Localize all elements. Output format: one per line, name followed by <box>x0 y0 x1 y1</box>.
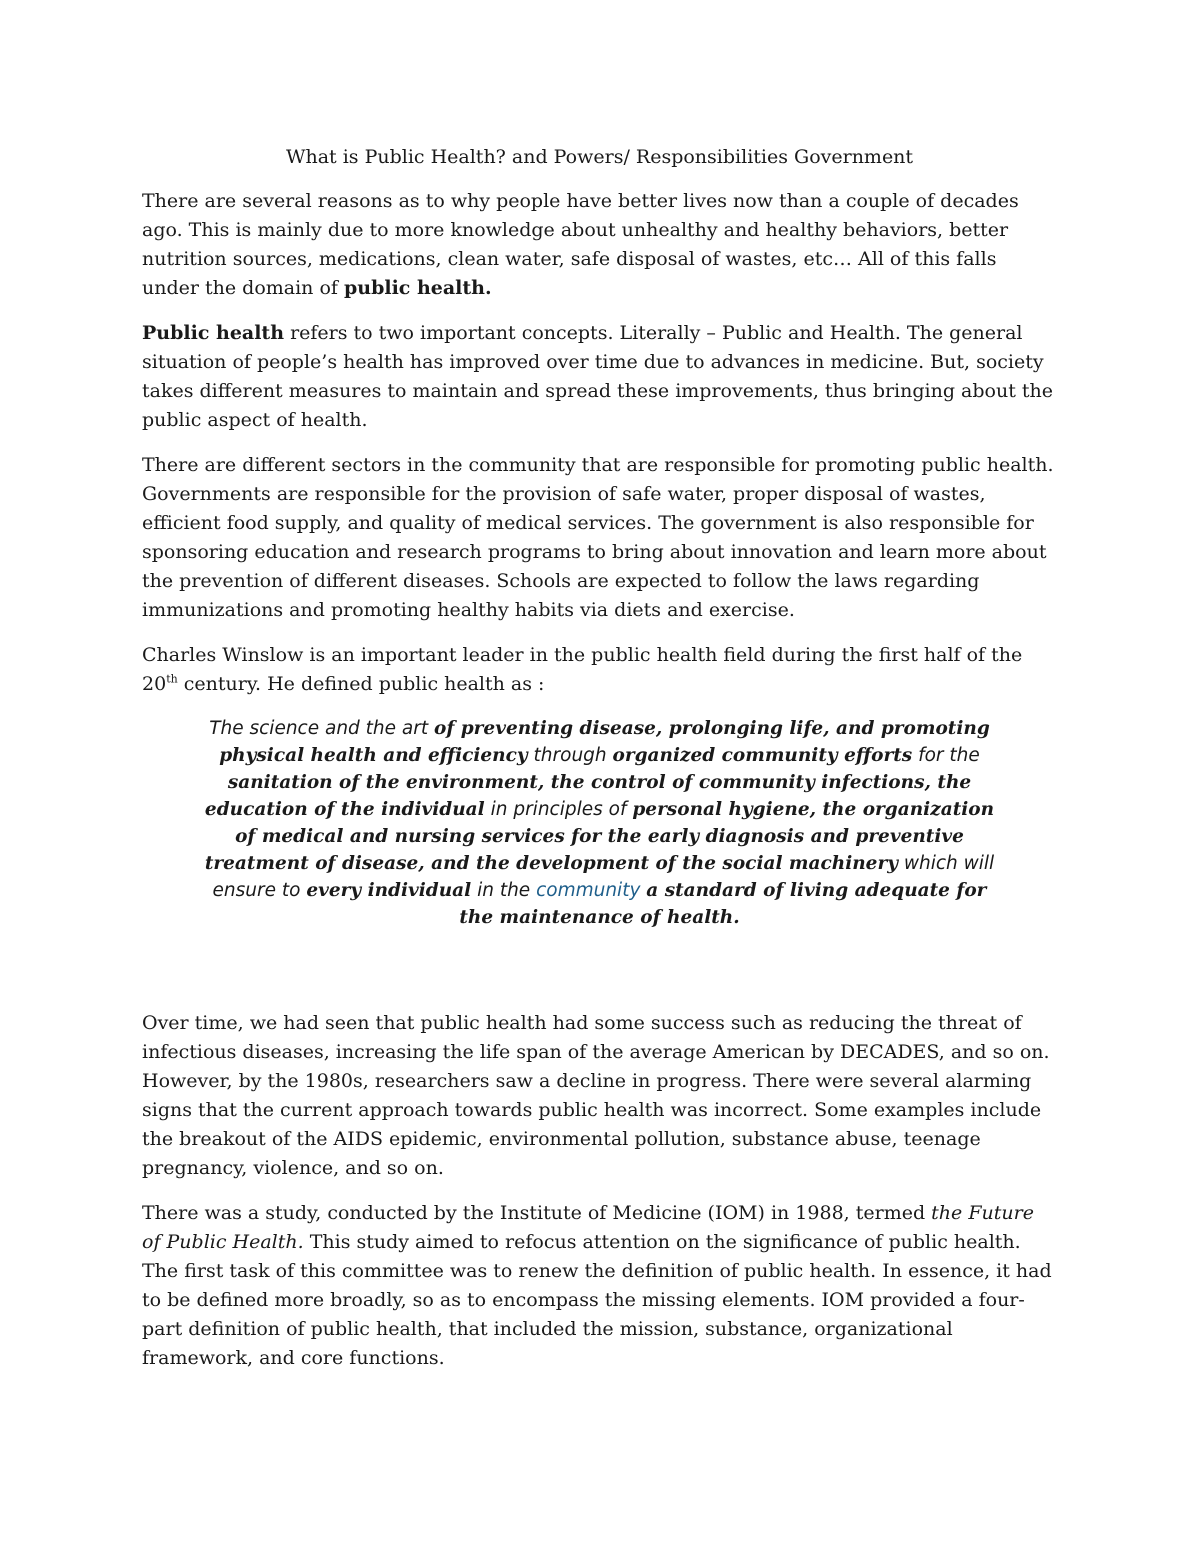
paragraph-intro-bold: public health. <box>343 277 492 299</box>
community-link[interactable]: community <box>536 880 641 901</box>
paragraph-intro-text: There are several reasons as to why people have better lives now than a couple of decades ago. This is mainly due to more knowledge about unhealthy and healthy behaviors, better nutrition sources, medications, clean water, safe disposal of wastes, etc… All of this falls under the domain of <box>142 190 1019 299</box>
paragraph-intro <box>142 187 1057 303</box>
paragraph-iom-text-after: This study aimed to refocus attention on the significance of public health. The first task of this committee was to renew the definition of public health. In essence, it had to be defined more broadly, so as to encompass the missing elements. IOM provided a four-part definition of public health, that included the mission, substance, organizational framework, and core functions. <box>142 1231 1052 1369</box>
quote-part-11: in the <box>471 880 537 901</box>
paragraph-iom-text-before: There was a study, conducted by the Institute of Medicine (IOM) in 1988, termed <box>142 1202 932 1224</box>
quote-part-7: in principles of <box>484 799 633 820</box>
paragraph-iom-italic: the Future of Public Health. <box>142 1202 1034 1253</box>
paragraph-winslow-text-before: Charles Winslow is an important leader in the public health field during the first half of the 20 <box>142 644 1023 695</box>
paragraph-sectors: There are different sectors in the community that are responsible for promoting public health. Governments are responsible for the provision of safe water, proper disposal of wastes, efficient food supply, and quality of medical services. The government is also responsible for sponsoring education and research programs to bring about innovation and learn more about the prevention of different diseases. Schools are expected to follow the laws regarding immunizations and promoting healthy habits via diets and exercise. <box>142 454 1054 621</box>
quote-part-10: every individual <box>306 880 472 901</box>
paragraph-iom-study <box>142 1199 1057 1373</box>
superscript-th: th <box>166 672 178 686</box>
quote-part-14: a standard of living adequate for the maintenance of health. <box>459 880 987 928</box>
winslow-quote <box>142 715 1057 931</box>
quote-part-9: which will ensure to <box>212 853 995 901</box>
quote-part-5: for the <box>912 745 980 766</box>
paragraph-decline: Over time, we had seen that public health had some success such as reducing the threat of infectious diseases, increasing the life span of the average American by DECADES, and so on. However, by the 1980s, researchers saw a decline in progress. There were several alarming signs that the current approach towards public health was incorrect. Some examples include the breakout of the AIDS epidemic, environmental pollution, substance abuse, teenage pregnancy, violence, and so on. <box>142 1012 1050 1179</box>
paragraph-definition-text: refers to two important concepts. Literally – Public and Health. The general situation of people’s health has improved over time due to advances in medicine. But, society takes different measures to maintain and spread these improvements, thus bringing about the public aspect of health. <box>142 322 1054 431</box>
quote-part-1: The science and the art <box>209 718 434 739</box>
paragraph-winslow-text-after: century. He defined public health as : <box>177 673 545 695</box>
quote-part-8: personal hygiene, the organization of medical and nursing services for the early diagnosis and preventive treatment of disease, and the development of the social machinery <box>204 799 995 874</box>
spacer <box>142 931 1057 1009</box>
document-title: What is Public Health? and Powers/ Responsibilities Government <box>285 146 914 168</box>
document-page <box>142 143 1057 1389</box>
quote-part-2: of preventing disease, prolonging life, and promoting physical health and efficiency <box>219 718 990 766</box>
quote-part-4: organized community efforts <box>612 745 913 766</box>
quote-part-6: sanitation of the environment, the control of community infections, the education of the individual <box>204 772 972 820</box>
quote-part-3: through <box>527 745 613 766</box>
paragraph-winslow <box>142 641 1057 699</box>
paragraph-definition <box>142 319 1057 435</box>
paragraph-definition-bold: Public health <box>142 322 285 344</box>
